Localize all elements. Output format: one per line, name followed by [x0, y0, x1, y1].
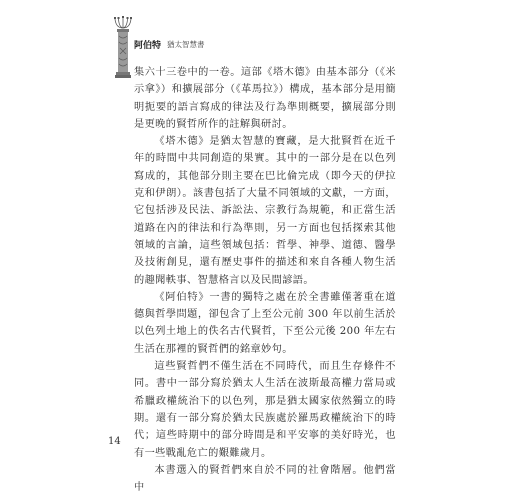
- book-subtitle: 猶太智慧書: [167, 39, 205, 49]
- body-text: [134, 64, 396, 496]
- paragraph: 《阿伯特》一書的獨特之處在於全書雖僅著重在道德與哲學問題，卻包含了上至公元前 300 年以前生活於以色列土地上的佚名古代賢哲，下至公元後 200 年左右生活在那裡的賢哲們的銘章妙句。: [134, 291, 396, 355]
- paragraph: 集六十三卷中的一卷。這部《塔木德》由基本部分（《米示拿》）和擴展部分（《革馬拉》）構成，基本部分是用簡明扼要的語言寫成的律法及行為準則概要，擴展部分則是更晚的賢哲所作的註解與研討。: [134, 67, 396, 130]
- book-title: 阿伯特: [134, 40, 162, 51]
- paragraph: 這些賢哲們不僅生活在不同時代，而且生存條件不同。書中一部分寫於猶太人生活在波斯最高權力當局或希臘政權統治下的以色列，那是猶太國家依然獨立的時期。還有一部分寫於猶太民族處於羅馬政權統治下的時代；這些時期中的部分時間是和平安寧的美好時光，也有一些戰亂危亡的艱難歲月。: [134, 361, 396, 459]
- paragraph: 《塔木德》是猶太智慧的寶藏，是大批賢哲在近千年的時間中共同創造的果實。其中的一部分是在以色列寫成的，其他部分則主要在巴比倫完成（即今天的伊拉克和伊朗）。該書包括了大量不同領域的文獻，一方面，它包括涉及民法、訴訟法、宗教行為規範，和正當生活道路在內的律法和行為準則，另一方面也包括探索其他領域的言論，這些領域包括：哲學、神學、道德、醫學及技術創見，還有歷史事件的描述和來自各種人物生活的趣聞軼事、智慧格言以及民間諺語。: [134, 136, 396, 286]
- menorah-pillar-icon: [112, 14, 134, 80]
- page-number: 14: [108, 436, 121, 447]
- paragraph: 本書選入的賢哲們來自於不同的社會階層。他們當中: [134, 464, 396, 494]
- running-header: [134, 36, 205, 52]
